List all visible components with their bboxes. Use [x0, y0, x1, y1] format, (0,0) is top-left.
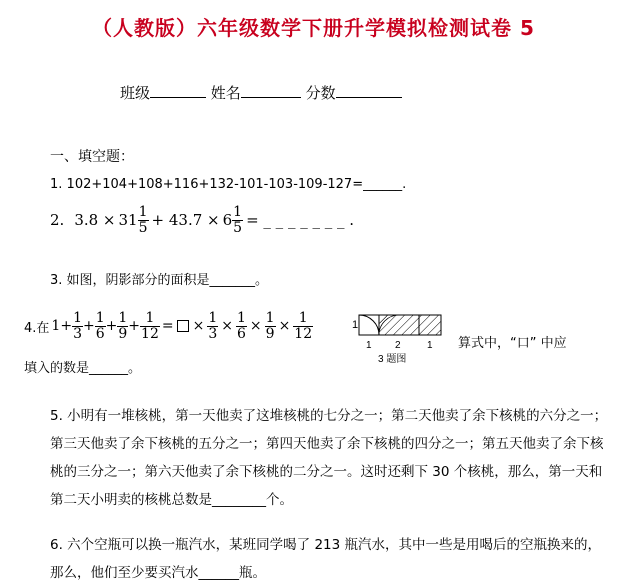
q2-whole-1: 31: [118, 211, 138, 230]
numerator: 1: [73, 310, 82, 326]
page-title: （人教版）六年级数学下册升学模拟检测试卷 5: [92, 16, 535, 40]
numerator: 1: [236, 310, 246, 326]
name-blank[interactable]: [241, 97, 301, 98]
numerator: 1: [208, 310, 218, 326]
q5-text: 5. 小明有一堆核桃，第一天他卖了这堆核桃的七分之一；第二天他卖了余下核桃的六分之一；第三天他卖了余下核桃的五分之一；第四天他卖了余下核桃的四分之一；第五天他卖了余下核桃的三分之一；第六天他卖了余下核桃的二分之一。这时还剩下 30 个核桃，那么，第一天和第二天小明卖的核桃总数是________个。: [50, 408, 608, 508]
denominator: 6: [236, 325, 246, 342]
question-3: 3. 如图，阴影部分的面积是_______。: [50, 273, 269, 288]
q4-second-line: 填入的数是______。: [24, 361, 142, 376]
figure-shaded-right: [419, 315, 441, 335]
q2-fraction-2-numerator: 1: [233, 204, 243, 220]
q1-answer-blank[interactable]: ______.: [363, 177, 407, 192]
figure-bottom-label-3: 1: [427, 340, 433, 351]
times-sign: ×: [249, 318, 262, 335]
plus-sign: +: [105, 318, 118, 335]
times-sign: ×: [221, 318, 233, 335]
denominator: 6: [95, 325, 105, 342]
score-label: 分数: [305, 84, 336, 102]
q1-expression: 102+104+108+116+132-101-103-109-127=: [66, 177, 364, 192]
plus-sign: +: [60, 318, 73, 335]
q2-fraction-2-denominator: 5: [233, 219, 243, 236]
denominator: 12: [141, 325, 159, 342]
figure-side-label: 1: [352, 319, 359, 331]
q2-fraction-1-numerator: 1: [138, 204, 148, 220]
question-1: [50, 177, 406, 192]
q2-term-a: 3.8 ×: [74, 211, 116, 230]
q4-rhs-fraction-4: [293, 311, 313, 341]
q2-number: 2.: [50, 211, 65, 230]
q4-continuation: 算式中，“口” 中应: [458, 336, 567, 351]
q2-fraction-1-denominator: 5: [138, 219, 148, 236]
figure-bottom-label-2: 2: [395, 340, 401, 351]
name-label: 姓名: [210, 84, 241, 102]
q4-lhs-fraction-2: [95, 311, 106, 341]
q2-whole-2: 6: [222, 211, 233, 230]
denominator: 3: [73, 325, 82, 342]
q4-rhs-fraction-2: [236, 311, 247, 341]
q4-rhs-fraction-3: [265, 311, 276, 341]
question-3-figure: [350, 310, 445, 365]
q1-number: 1.: [50, 177, 63, 192]
q4-lhs-fraction-4: [140, 311, 160, 341]
denominator: 9: [265, 325, 275, 342]
denominator: 12: [294, 325, 313, 342]
score-blank[interactable]: [336, 97, 402, 98]
times-sign: ×: [192, 318, 205, 335]
q4-lhs-fraction-1: [72, 311, 83, 341]
times-sign: ×: [278, 318, 291, 335]
figure-caption: 3 题图: [378, 354, 407, 365]
figure-bottom-label-1: 1: [366, 340, 372, 351]
denominator: 3: [208, 325, 218, 342]
numerator: 1: [293, 311, 313, 327]
class-blank[interactable]: [150, 97, 206, 98]
class-label: 班级: [120, 84, 151, 102]
plus-sign: +: [128, 318, 141, 335]
unknown-box[interactable]: [177, 320, 189, 332]
question-2: [50, 205, 354, 235]
q4-rhs-fraction-1: [207, 311, 218, 341]
numerator: 1: [265, 310, 275, 326]
numerator: 1: [140, 311, 160, 327]
plus-sign: +: [82, 318, 95, 335]
q4-lhs-fraction-3: [117, 311, 128, 341]
denominator: 9: [118, 325, 128, 342]
q4-lhs-one: 1: [51, 318, 61, 335]
q2-fraction-2: [232, 205, 243, 235]
equals-sign: =: [161, 318, 174, 335]
section-heading: 一、填空题：: [50, 149, 134, 165]
q6-text: 6. 六个空瓶可以换一瓶汽水，某班同学喝了 213 瓶汽水，其中一些是用喝后的空瓶换来的，那么，他们至少要买汽水______瓶。: [50, 537, 602, 581]
question-4: [24, 311, 313, 341]
numerator: 1: [118, 310, 128, 326]
q2-answer-blank[interactable]: = _ _ _ _ _ _ _ .: [246, 211, 355, 230]
q2-fraction-1: [138, 205, 149, 235]
q4-number: 4.在: [24, 320, 50, 336]
student-info-line: [120, 82, 402, 103]
question-5: [24, 402, 614, 514]
q2-term-b: + 43.7 ×: [151, 211, 220, 230]
question-6: [24, 531, 614, 587]
numerator: 1: [95, 310, 105, 326]
